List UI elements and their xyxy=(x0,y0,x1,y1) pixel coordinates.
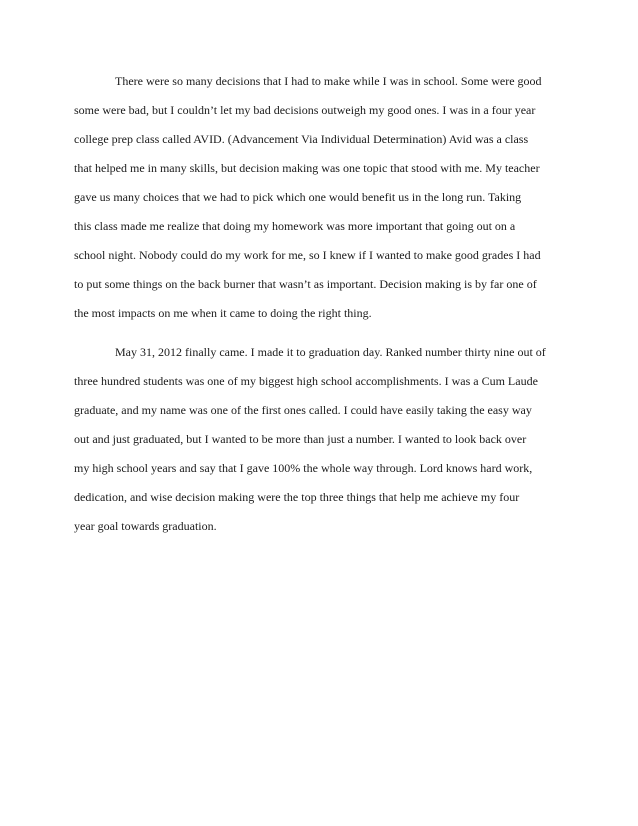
paragraph-2-line-6: dedication, and wise decision making were the top three things that help me achieve my four xyxy=(74,490,520,504)
paragraph-2-line-2: three hundred students was one of my biggest high school accomplishments. I was a Cum Laude xyxy=(74,374,538,388)
paragraph-2-line-1: May 31, 2012 finally came. I made it to graduation day. Ranked number thirty nine out of xyxy=(115,345,546,359)
paragraph-2-line-7: year goal towards graduation. xyxy=(74,519,217,533)
paragraph-2-line-5: my high school years and say that I gave 100% the whole way through. Lord knows hard work, xyxy=(74,461,533,475)
paragraph-1-line-1: There were so many decisions that I had to make while I was in school. Some were good xyxy=(115,74,542,88)
paragraph-2-line-4: out and just graduated, but I wanted to be more than just a number. I wanted to look back over xyxy=(74,432,527,446)
paragraph-1-line-3: college prep class called AVID. (Advancement Via Individual Determination) Avid was a class xyxy=(74,132,529,146)
paragraph-1-line-4: that helped me in many skills, but decision making was one topic that stood with me. My teacher xyxy=(74,161,540,175)
paragraph-2-line-3: graduate, and my name was one of the first ones called. I could have easily taking the easy way xyxy=(74,403,532,417)
paragraph-1-line-7: school night. Nobody could do my work for me, so I knew if I wanted to make good grades I had xyxy=(74,248,541,262)
paragraph-1-line-9: the most impacts on me when it came to doing the right thing. xyxy=(74,306,372,320)
paragraph-1-line-6: this class made me realize that doing my homework was more important that going out on a xyxy=(74,219,516,233)
paragraph-1-line-5: gave us many choices that we had to pick which one would benefit us in the long run. Taking xyxy=(74,190,522,204)
paragraph-1-line-8: to put some things on the back burner that wasn’t as important. Decision making is by far one of xyxy=(74,277,537,291)
paragraph-1-line-2: some were bad, but I couldn’t let my bad decisions outweigh my good ones. I was in a four year xyxy=(74,103,536,117)
